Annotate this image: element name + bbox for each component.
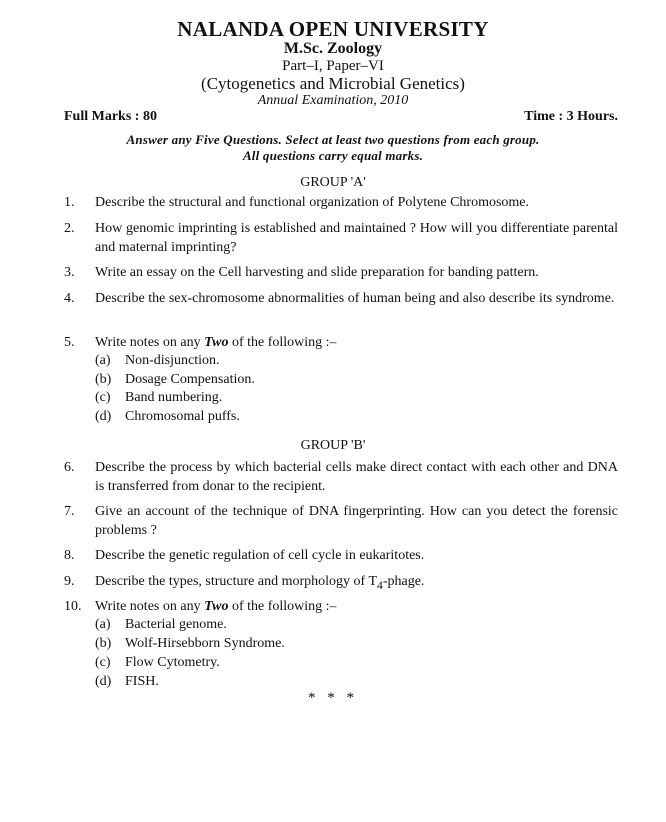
group-b-title: GROUP 'B': [300, 438, 366, 453]
question-number: 4.: [64, 291, 75, 306]
question-text: Write notes on any Two of the following :–: [95, 599, 337, 614]
sub-item-5b: (b) Dosage Compensation.: [95, 372, 255, 387]
sub-item-10d: (d) FISH.: [95, 674, 159, 689]
question-number: 8.: [64, 548, 75, 563]
emphasis-two: Two: [204, 335, 229, 350]
question-number: 6.: [64, 460, 75, 475]
question-number: 3.: [64, 265, 75, 280]
question-number: 9.: [64, 574, 75, 589]
paper-part: Part–I, Paper–VI: [282, 58, 384, 74]
full-marks: Full Marks : 80: [64, 109, 157, 124]
question-text: Describe the types, structure and morphology of $T_4$-phage.: [95, 574, 425, 592]
question-text: Describe the genetic regulation of cell cycle in eukaritotes.: [95, 548, 425, 563]
question-number: 7.: [64, 504, 75, 519]
exam-name: Annual Examination, 2010: [257, 93, 409, 108]
instruction-line-1: Answer any Five Questions. Select at least two questions from each group.: [126, 132, 540, 147]
emphasis-two: Two: [204, 599, 229, 614]
instruction-line-2: All questions carry equal marks.: [242, 148, 424, 163]
question-text: How genomic imprinting is established and maintained ? How will you differentiate parental and maternal imprinting?: [95, 221, 618, 255]
sub-item-5a: (a) Non-disjunction.: [95, 353, 220, 368]
paper-subject: (Cytogenetics and Microbial Genetics): [201, 74, 465, 93]
question-text: Describe the sex-chromosome abnormalities of human being and also describe its syndrome.: [95, 291, 615, 306]
sub-item-10b: (b) Wolf-Hirsebborn Syndrome.: [95, 636, 285, 651]
subscript-4: 4: [377, 578, 383, 592]
question-text: Give an account of the technique of DNA fingerprinting. How can you detect the forensic problems ?: [95, 504, 618, 538]
question-number: 2.: [64, 221, 75, 236]
question-number: 10.: [64, 599, 82, 614]
time-allowed: Time : 3 Hours.: [524, 109, 618, 124]
sub-item-5d: (d) Chromosomal puffs.: [95, 409, 240, 424]
group-a-title: GROUP 'A': [300, 175, 366, 190]
sub-item-10a: (a) Bacterial genome.: [95, 617, 227, 632]
question-number: 5.: [64, 335, 75, 350]
question-number: 1.: [64, 195, 75, 210]
question-text: Describe the process by which bacterial cells make direct contact with each other and DNA is transferred from donar to the recipient.: [95, 460, 618, 494]
sub-item-10c: (c) Flow Cytometry.: [95, 655, 220, 670]
course-name: M.Sc. Zoology: [283, 40, 383, 57]
question-text: Write notes on any Two of the following :–: [95, 335, 337, 350]
sub-item-5c: (c) Band numbering.: [95, 390, 223, 405]
end-mark: * * *: [308, 690, 358, 706]
university-name: NALANDA OPEN UNIVERSITY: [177, 17, 489, 41]
question-text: Write an essay on the Cell harvesting and slide preparation for banding pattern.: [95, 265, 539, 280]
question-text: Describe the structural and functional organization of Polytene Chromosome.: [95, 195, 530, 210]
